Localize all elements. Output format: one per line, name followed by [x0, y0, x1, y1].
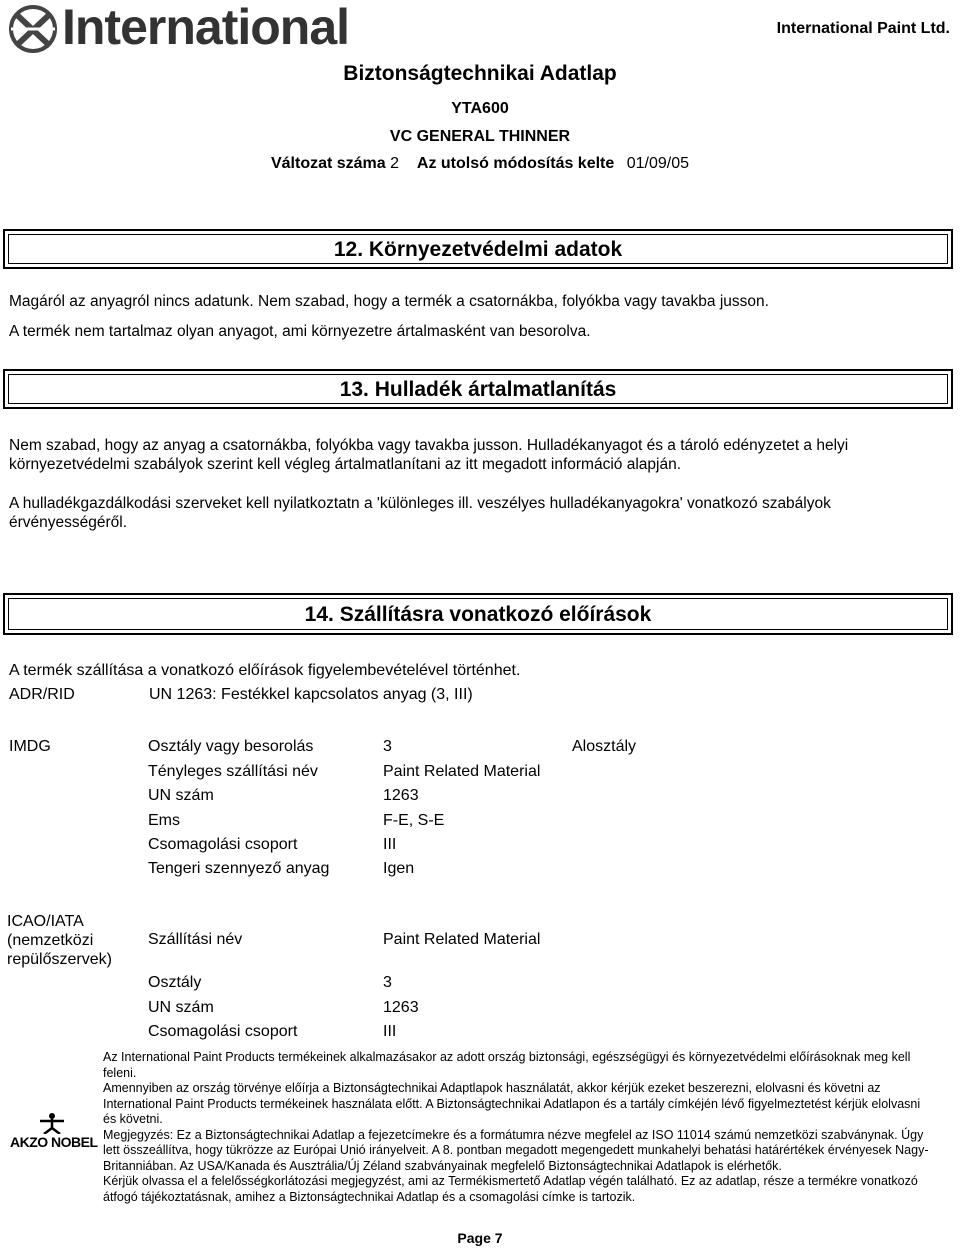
icao-label-line: repülőszervek) — [7, 951, 112, 968]
icao-key: Osztály — [148, 974, 202, 991]
imdg-label: IMDG — [9, 738, 51, 755]
section-12-paragraph-1: Magáról az anyagról nincs adatunk. Nem szabad, hogy a termék a csatornákba, folyókba vagy tavakba jusson. — [9, 293, 769, 310]
section-13-paragraph-1: Nem szabad, hogy az anyag a csatornákba, folyókba vagy tavakba jusson. Hulladékanyagot és a tároló edényzetet a helyi környezetvédelmi szabályok szerint kell végleg ártalmatlanítani az itt megadott információ alapján. — [9, 437, 849, 473]
section-12-header — [3, 229, 953, 269]
imdg-key: Tengeri szennyező anyag — [148, 860, 330, 877]
section-14-header — [3, 593, 953, 635]
section-13-paragraph-2: A hulladékgazdálkodási szerveket kell nyilatkoztatn a 'különleges ill. veszélyes hulladékanyagokra' vonatkozó szabályok érvényességéről. — [9, 495, 831, 531]
akzo-nobel-figure-icon — [32, 1112, 72, 1134]
page-number: Page 7 — [457, 1230, 503, 1246]
section-13-header — [3, 369, 953, 409]
footer-note-1: Az International Paint Products termékeinek alkalmazásakor az adott ország biztonsági, egészségügyi és környezetvédelmi előírásoknak meg kell feleni. — [103, 1050, 911, 1080]
imdg-key: Csomagolási csoport — [148, 836, 298, 853]
imdg-value: 3 — [383, 738, 392, 755]
revision-value: 01/09/05 — [626, 155, 690, 172]
globe-icon — [8, 4, 58, 54]
version-label: Változat száma — [270, 155, 386, 172]
icao-key: Szállítási név — [148, 931, 243, 948]
section-13-title: 13. Hulladék ártalmatlanítás — [339, 378, 617, 401]
icao-key: Csomagolási csoport — [148, 1023, 298, 1040]
icao-label — [7, 912, 112, 969]
icao-label-line: (nemzetközi — [7, 932, 94, 949]
document-title: Biztonságtechnikai Adatlap — [343, 62, 617, 85]
revision-label: Az utolsó módosítás kelte — [416, 155, 615, 172]
section-12-title: 12. Környezetvédelmi adatok — [333, 238, 623, 261]
imdg-value: Igen — [383, 860, 415, 877]
footer-note-3: Megjegyzés: Ez a Biztonságtechnikai Adatlap a fejezetcímekre és a formátumra nézve megfelel az ISO 11014 számú nemzetközi szabványnak. Úgy lett összeállítva, hogy tükrözze az Európai Unió irányelveit. A 8. pontban megadott megengedett munkahelyi behatási határértékek érvényesek Nagy-Britanniában. Az USA/Kanada és Ausztrália/Új Zéland szabványainak megfelelő Biztonságtechnikai Adatlapok is elérhetők. — [103, 1127, 929, 1173]
section-12-paragraph-2: A termék nem tartalmaz olyan anyagot, ami környezetre ártalmasként van besorolva. — [9, 323, 591, 340]
imdg-key: Osztály vagy besorolás — [148, 738, 314, 755]
akzo-nobel-logo — [10, 1112, 96, 1156]
product-code: YTA600 — [451, 100, 509, 117]
imdg-value: Paint Related Material — [383, 763, 541, 780]
footer-note-2: Amennyiben az ország törvénye előírja a Biztonságtechnikai Adaptlapok használatát, akkor kérjük ezeket beszerezni, elolvasni és követni az International Paint Products termékeinek használata előtt. A Biztonságtechnikai Adatlapon és a tartály címkéjén lévő figyelmeztetést kérjük elolvasni és követni. — [103, 1081, 921, 1126]
imdg-value: III — [383, 836, 397, 853]
company-name: International Paint Ltd. — [776, 20, 950, 37]
icao-key: UN szám — [148, 999, 214, 1016]
imdg-key: UN szám — [148, 787, 214, 804]
imdg-value: F-E, S-E — [383, 812, 445, 829]
footer-note-4: Kérjük olvassa el a felelősségkorlátozási megjegyzést, ami az Termékismertető Adatlap végén található. Ez az adatlap, része a termékre vonatkozó átfogó tájékoztatásnak, amihez a Biztonságtechnikai Adatlap és a csomagolási címke is tartozik. — [103, 1174, 918, 1204]
imdg-value: 1263 — [383, 787, 419, 804]
imdg-key: Ems — [148, 812, 180, 829]
section-14-title: 14. Szállításra vonatkozó előírások — [304, 603, 652, 626]
akzo-nobel-text: AKZO NOBEL — [10, 1134, 98, 1150]
section-14-paragraph-1: A termék szállítása a vonatkozó előírások figyelembevételével történhet. — [9, 662, 521, 679]
icao-value: III — [383, 1023, 397, 1040]
version-line — [0, 155, 960, 173]
icao-value: 3 — [383, 974, 392, 991]
icao-value: 1263 — [383, 999, 419, 1016]
adr-label: ADR/RID — [9, 686, 75, 703]
icao-label-line: ICAO/IATA — [7, 913, 84, 930]
brand-name: International — [62, 0, 350, 55]
product-name: VC GENERAL THINNER — [389, 128, 571, 145]
footer-notes — [103, 1050, 933, 1205]
adr-value: UN 1263: Festékkel kapcsolatos anyag (3, III) — [149, 686, 473, 703]
imdg-key: Tényleges szállítási név — [148, 763, 318, 780]
version-value: 2 — [390, 155, 400, 172]
imdg-extra: Alosztály — [572, 738, 637, 755]
icao-value: Paint Related Material — [383, 931, 541, 948]
